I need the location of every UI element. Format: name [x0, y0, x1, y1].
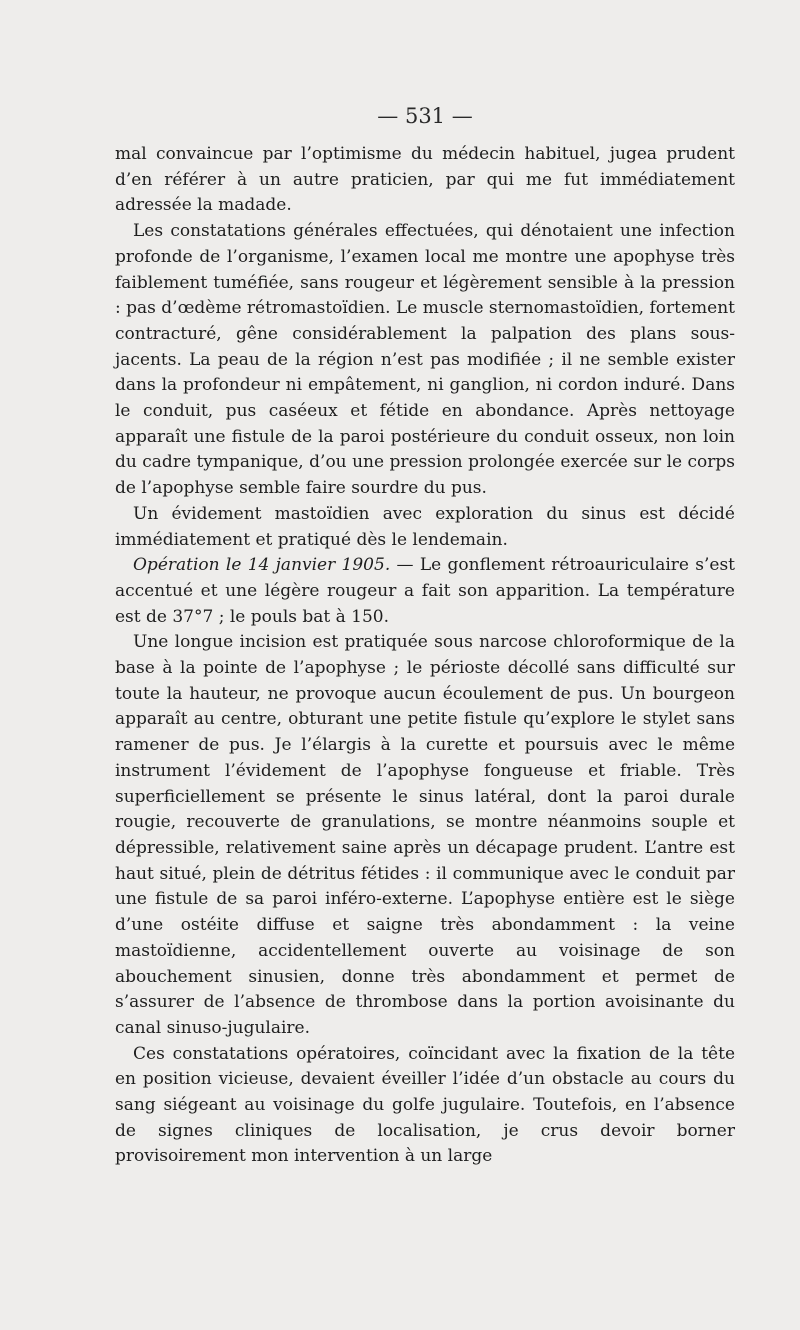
- paragraph-6: Ces constatations opératoires, coïncidant avec la fixation de la tête en position vicieuse, devaient éveiller l’idée d’un obstacle au cours du sang siégeant au voisinage du golfe jugulaire. Toutefois, en l’absence de signes cliniques de localisation, je crus devoir borner provisoirement mon intervention à un large: [115, 1043, 735, 1167]
- paragraph-5: Une longue incision est pratiquée sous narcose chloroformique de la base à la pointe de l’apophyse ; le périoste décollé sans difficulté sur toute la hauteur, ne provoque aucun écoulement de pus. Un bourgeon apparaît au centre, obturant une petite fistule qu’explore le stylet sans ramener de pus. Je l’élargis à la curette et poursuis avec le même instrument l’évidement de l’apophyse fongueuse et friable. Très superficiellement se présente le sinus latéral, dont la paroi durale rougie, recouverte de granulations, se montre néanmoins souple et dépressible, relativement saine après un décapage prudent. L’antre est haut situé, plein de détritus fétides : il communique avec le conduit par une fistule de sa paroi inféro-externe. L’apophyse entière est le siège d’une ostéite diffuse et saigne très abondamment : la veine mastoïdienne, accidentellement ouverte au voisinage de son abouchement sinusien, donne très abondamment et permet de s’assurer de l’absence de thrombose dans la portion avoisinante du canal sinuso-jugulaire.: [115, 632, 735, 1038]
- paragraph-2: Les constatations générales effectuées, qui dénotaient une infection profonde de l’organisme, l’examen local me montre une apophyse très faiblement tuméfiée, sans rougeur et légèrement sensible à la pression : pas d’œdème rétromastoïdien. Le muscle sternomastoïdien, fortement contracturé, gêne considérablement la palpation des plans sous-jacents. La peau de la région n’est pas modifiée ; il ne semble exister dans la profondeur ni empâtement, ni ganglion, ni cordon induré. Dans le conduit, pus caséeux et fétide en abondance. Après nettoyage apparaît une fistule de la paroi postérieure du conduit osseux, non loin du cadre tympanique, d’ou une pression prolongée exercée sur le corps de l’apophyse semble faire sourdre du pus.: [115, 221, 735, 499]
- operation-date-heading: Opération le 14 janvier 1905.: [133, 555, 391, 576]
- body-text: [115, 142, 735, 1170]
- paragraph-4-text: — Le gonflement rétroauriculaire s’est accentué et une légère rougeur a fait son apparition. La température est de 37°7 ; le pouls bat à 150.: [115, 555, 736, 627]
- paragraph-4: [115, 553, 735, 630]
- page-number: — 531 —: [377, 104, 473, 128]
- paragraph-3: Un évidement mastoïdien avec exploration du sinus est décidé immédiatement et pratiqué dès le lendemain.: [115, 503, 735, 550]
- paragraph-1: mal convaincue par l’optimisme du médecin habituel, jugea prudent d’en référer à un autre praticien, par qui me fut immédiatement adressée la madade.: [115, 144, 735, 216]
